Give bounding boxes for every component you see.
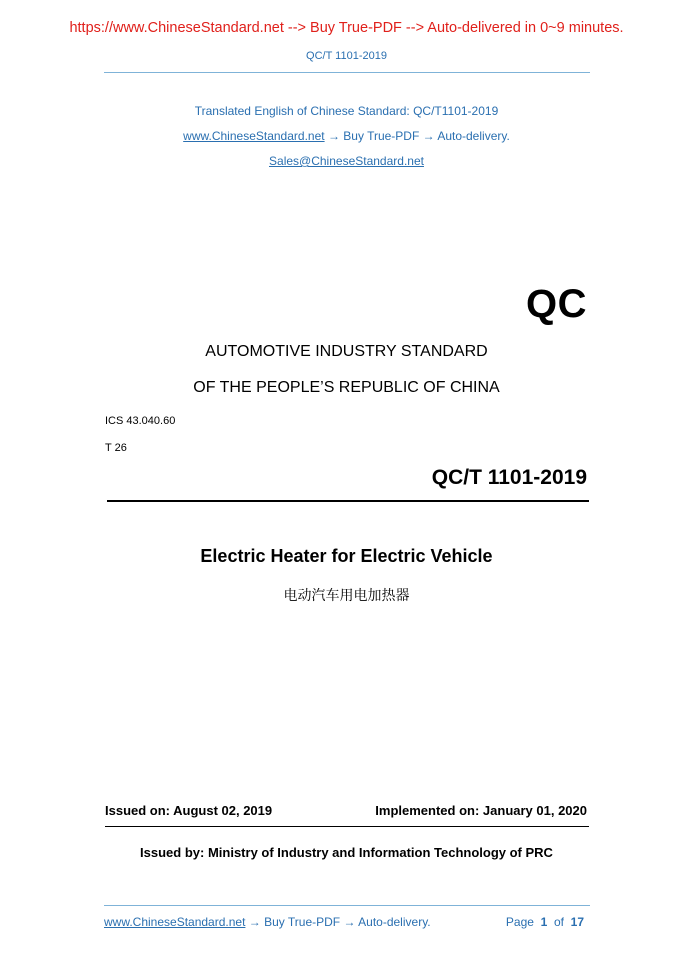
qc-logo: QC — [526, 282, 587, 326]
issue-divider — [105, 826, 589, 827]
page-total: 17 — [570, 915, 584, 929]
buy-true-pdf-text: Buy True-PDF — [343, 129, 420, 143]
page-counter — [506, 915, 584, 929]
footer-chinesestandard-link[interactable]: www.ChineseStandard.net — [104, 915, 246, 929]
page-label: Page — [505, 915, 534, 929]
arrow-right-icon: → — [248, 915, 261, 929]
footer-buy-text: Buy True-PDF — [264, 915, 341, 929]
top-banner[interactable]: https://www.ChineseStandard.net --> Buy True-PDF --> Auto-delivered in 0~9 minutes. — [69, 20, 624, 36]
translation-note: Translated English of Chinese Standard: QC/T1101-2019 — [194, 104, 499, 118]
sales-email-link[interactable]: Sales@ChineseStandard.net — [269, 154, 424, 168]
footer-delivery-text: Auto-delivery. — [358, 915, 431, 929]
document-title: Electric Heater for Electric Vehicle — [200, 546, 493, 566]
arrow-right-icon: → — [327, 129, 340, 143]
footer-links — [104, 915, 431, 929]
ics-code: ICS 43.040.60 — [105, 415, 176, 427]
issued-on: Issued on: August 02, 2019 — [105, 803, 273, 818]
header-standard-code: QC/T 1101-2019 — [306, 50, 387, 62]
arrow-right-icon: → — [343, 915, 356, 929]
standard-type-line1: AUTOMOTIVE INDUSTRY STANDARD — [205, 343, 488, 360]
translation-links — [0, 129, 693, 143]
auto-delivery-text: Auto-delivery. — [437, 129, 510, 143]
footer-divider — [104, 905, 590, 906]
classification-code: T 26 — [105, 442, 127, 454]
chinesestandard-link[interactable]: www.ChineseStandard.net — [183, 129, 325, 143]
standard-type-line2: OF THE PEOPLE’S REPUBLIC OF CHINA — [193, 379, 500, 396]
sales-email-row — [0, 154, 693, 168]
implemented-on: Implemented on: January 01, 2020 — [375, 803, 587, 818]
document-title-chinese: 电动汽车用电加热器 — [283, 588, 410, 604]
standard-number: QC/T 1101-2019 — [431, 466, 587, 489]
of-label: of — [553, 915, 564, 929]
page-number: 1 — [540, 915, 548, 929]
title-divider — [107, 500, 589, 502]
header-divider — [104, 72, 590, 73]
arrow-right-icon: → — [422, 129, 435, 143]
issued-by: Issued by: Ministry of Industry and Information Technology of PRC — [140, 845, 553, 860]
